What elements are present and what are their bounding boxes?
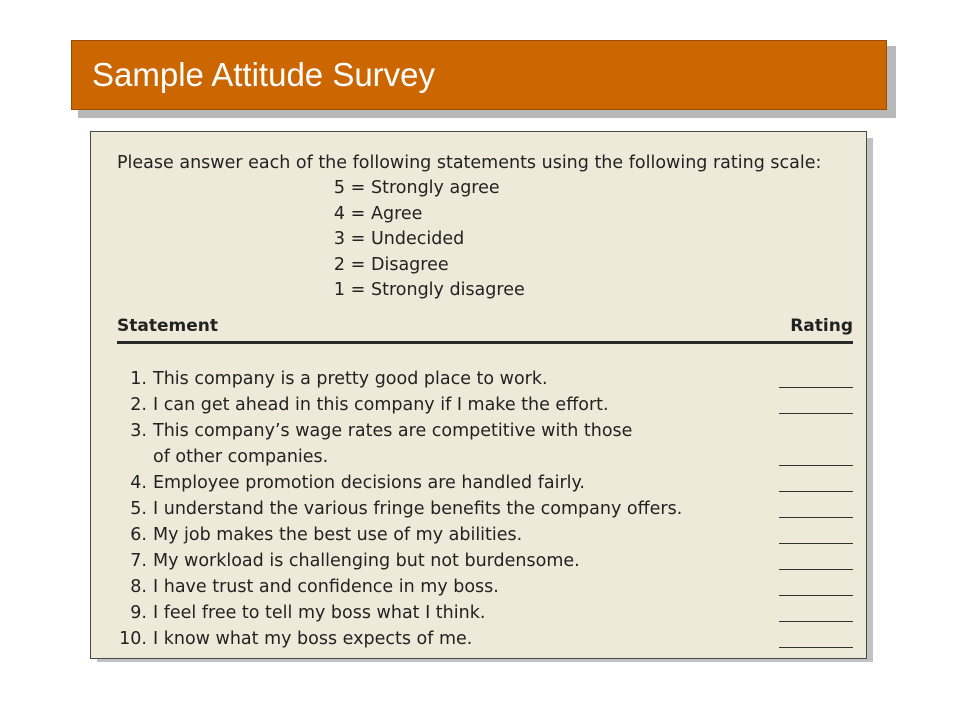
rating-blank[interactable]: [779, 449, 853, 466]
statement-number: 5.: [130, 499, 147, 519]
statement-number: 1.: [130, 369, 147, 389]
statement-number: 3.: [130, 421, 147, 441]
rating-blank[interactable]: [779, 527, 853, 544]
scale-equals: =: [350, 178, 366, 198]
statement-column-header: Statement: [117, 316, 218, 336]
statement-number: 4.: [130, 473, 147, 493]
rating-scale: [328, 176, 525, 304]
title-bar: [71, 40, 887, 110]
statement-text: This company’s wage rates are competitive with those: [153, 421, 633, 441]
table-row: [117, 600, 853, 626]
page-title: Sample Attitude Survey: [92, 56, 436, 93]
table-row: [117, 470, 853, 496]
statement-text: My workload is challenging but not burdensome.: [153, 551, 580, 571]
statement-number: 2.: [130, 395, 147, 415]
table-row: [117, 496, 853, 522]
rating-blank[interactable]: [779, 397, 853, 414]
instructions-text: Please answer each of the following statements using the following rating scale:: [117, 153, 822, 173]
statement-number: 8.: [130, 577, 147, 597]
rating-column-header: Rating: [790, 316, 853, 336]
table-row: [117, 366, 853, 392]
scale-equals: =: [350, 229, 366, 249]
scale-equals: =: [350, 280, 366, 300]
statement-text: This company is a pretty good place to work.: [153, 369, 548, 389]
statements-list: [117, 366, 853, 652]
scale-equals: =: [350, 254, 366, 275]
statement-number: 10.: [119, 629, 147, 649]
table-row: [117, 574, 853, 600]
scale-item: [328, 278, 525, 304]
scale-item: [328, 176, 525, 202]
rating-blank[interactable]: [779, 501, 853, 518]
rating-blank[interactable]: [779, 371, 853, 388]
table-row: [117, 444, 853, 470]
statement-text: I can get ahead in this company if I make the effort.: [153, 395, 609, 415]
table-row: [117, 392, 853, 418]
scale-label: Undecided: [371, 229, 465, 249]
scale-item: [328, 202, 525, 228]
scale-value: 5: [333, 178, 345, 198]
rating-blank[interactable]: [779, 553, 853, 570]
scale-value: 3: [333, 229, 345, 249]
statement-text: I feel free to tell my boss what I think.: [153, 603, 486, 623]
scale-label: Strongly agree: [371, 178, 500, 198]
scale-value: 1: [333, 280, 345, 300]
statement-text: I understand the various fringe benefits the company offers.: [153, 499, 683, 519]
survey-panel: [90, 131, 867, 659]
statement-number: 9.: [130, 603, 147, 623]
scale-value: 4: [333, 203, 345, 224]
scale-label: Agree: [371, 203, 423, 224]
scale-value: 2: [333, 254, 345, 275]
statement-text: Employee promotion decisions are handled fairly.: [153, 473, 585, 493]
rating-blank[interactable]: [779, 475, 853, 492]
rating-blank[interactable]: [779, 605, 853, 622]
table-row: [117, 522, 853, 548]
statement-text: I have trust and confidence in my boss.: [153, 577, 499, 597]
statement-number: 6.: [130, 525, 147, 545]
scale-label: Disagree: [371, 254, 449, 275]
scale-label: Strongly disagree: [371, 280, 525, 300]
statement-text: My job makes the best use of my abilities.: [153, 525, 523, 545]
statement-text: of other companies.: [153, 447, 329, 467]
table-row: [117, 548, 853, 574]
scale-item: [328, 227, 525, 253]
scale-item: [328, 253, 525, 279]
header-divider: [117, 341, 853, 344]
table-row: [117, 626, 853, 652]
table-row: [117, 418, 853, 444]
rating-blank[interactable]: [779, 631, 853, 648]
scale-equals: =: [350, 203, 366, 224]
rating-blank[interactable]: [779, 579, 853, 596]
statement-number: 7.: [130, 551, 147, 571]
statement-text: I know what my boss expects of me.: [153, 629, 473, 649]
